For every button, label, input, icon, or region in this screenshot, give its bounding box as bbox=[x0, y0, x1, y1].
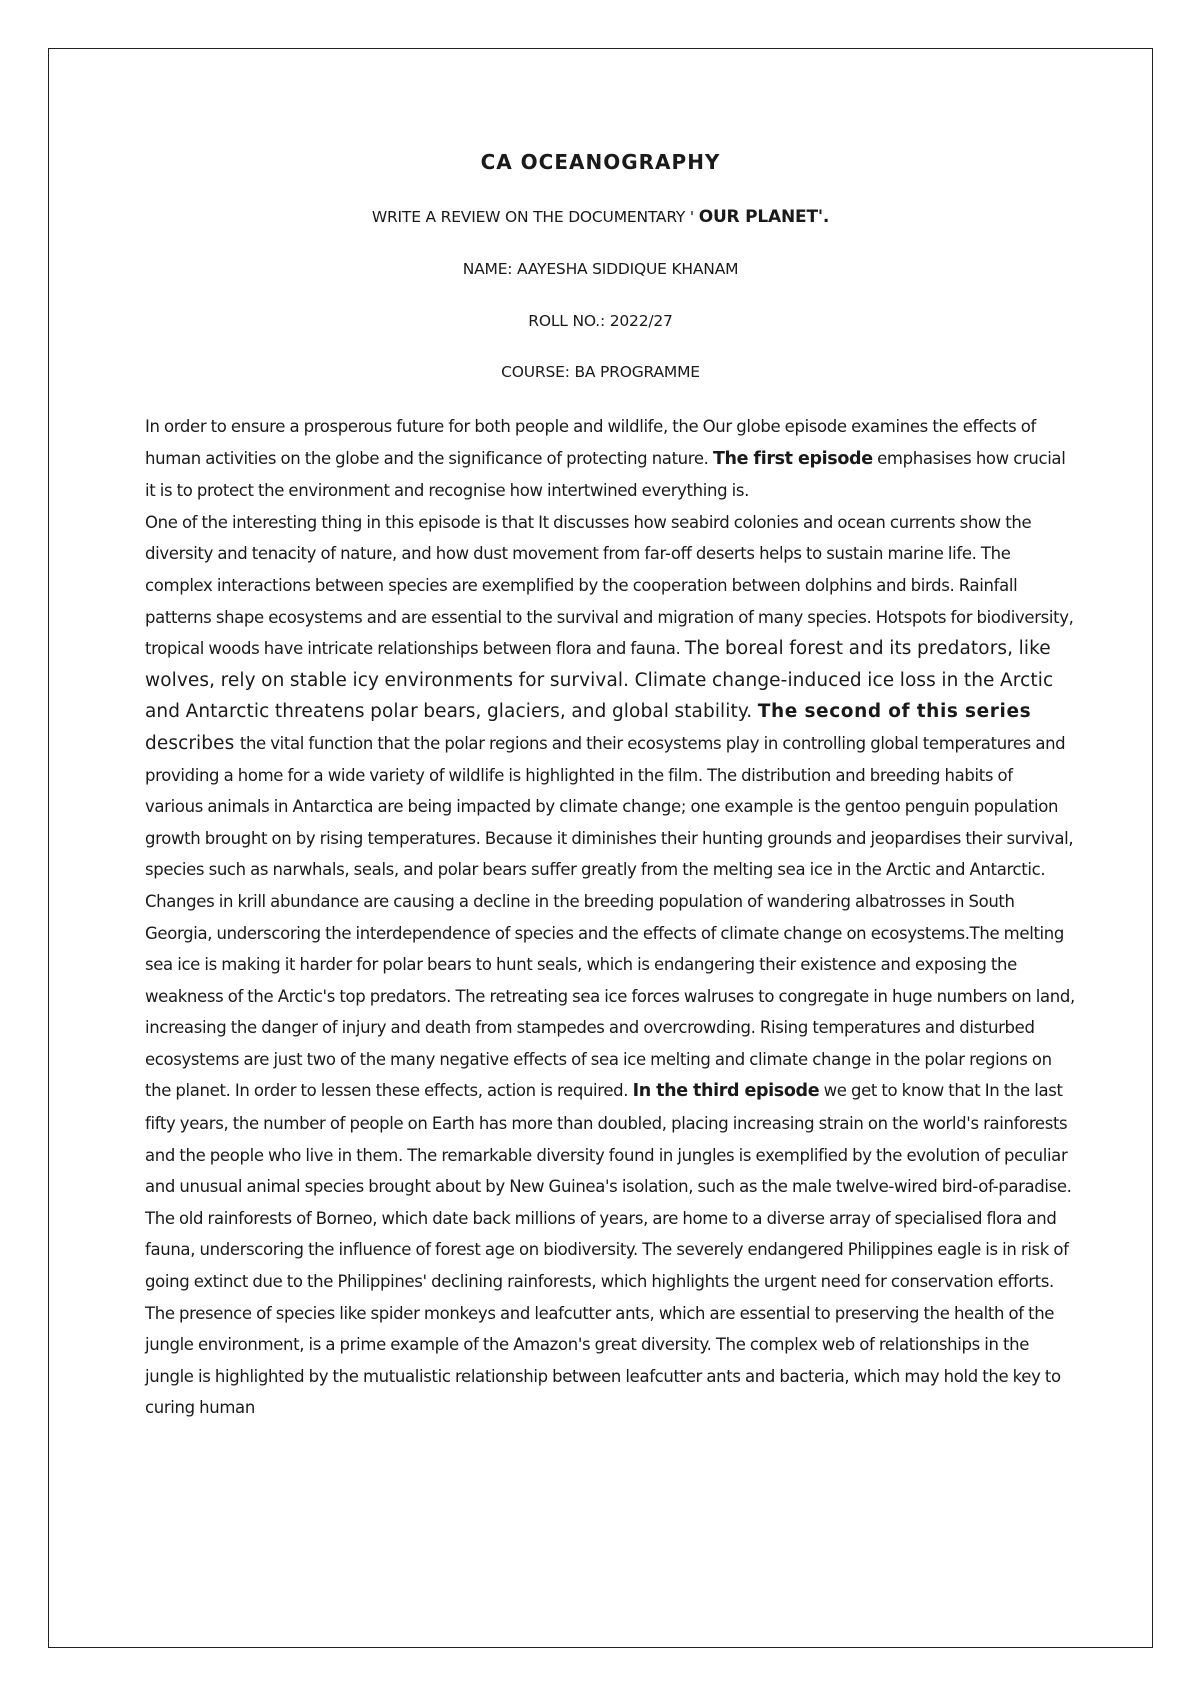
p2-emphasis-2: In the third episode bbox=[632, 1081, 820, 1102]
p2-alt-bold: The second of this series bbox=[757, 701, 1032, 723]
document-title: CA OCEANOGRAPHY bbox=[480, 150, 721, 174]
p1-text-b: emphasises how crucial it is to protect the environment and recognise how intertwined everything is. bbox=[145, 448, 1066, 501]
p2-text-a: One of the interesting thing in this episode is that It discusses how seabird colonies and ocean currents show the diversity and tenacity of nature, and how dust movement from far-off deserts helps to sustain marine life. The complex interactions between species are exemplified by the cooperation between dolphins and birds. Rainfall patterns shape ecosystems and are essential to the survival and migration of many species. Hotspots for biodiversity, tropical woods have intricate relationships between flora and fauna. bbox=[145, 512, 1074, 659]
paragraph-1 bbox=[145, 411, 1075, 507]
p1-emphasis: The first episode bbox=[712, 448, 873, 469]
student-name: NAME: AAYESHA SIDDIQUE KHANAM bbox=[462, 260, 739, 278]
p2-text-b: the vital function that the polar regions and their ecosystems play in controlling global temperatures and providing a home for a wide variety of wildlife is highlighted in the film. The distribution and breeding habits of various animals in Antarctica are being impacted by climate change; one example is the gentoo penguin population growth brought on by rising temperatures. Because it diminishes their hunting grounds and jeopardises their survival, species such as narwhals, seals, and polar bears suffer greatly from the melting sea ice in the Arctic and Antarctic. Changes in krill abundance are causing a decline in the breeding population of wandering albatrosses in South Georgia, underscoring the interdependence of species and the effects of climate change on ecosystems.The melting sea ice is making it harder for polar bears to hunt seals, which is endangering their existence and exposing the weakness of the Arctic's top predators. The retreating sea ice forces walruses to congregate in huge numbers on land, increasing the danger of injury and death from stampedes and overcrowding. Rising temperatures and disturbed ecosystems are just two of the many negative effects of sea ice melting and climate change in the polar regions on the planet. In order to lessen these effects, action is required. bbox=[145, 733, 1075, 1101]
p2-alt-tail: describes bbox=[145, 732, 240, 754]
p2-alt-text: The boreal forest and its predators, like wolves, rely on stable icy environments for survival. Climate change-induced ice loss in the Arctic and Antarctic threatens polar bears, glaciers, and global stability. bbox=[145, 638, 1054, 723]
assignment-line bbox=[48, 207, 1153, 227]
paragraph-2 bbox=[145, 507, 1075, 1424]
roll-number: ROLL NO.: 2022/27 bbox=[528, 312, 673, 330]
p2-text-c: we get to know that In the last fifty years, the number of people on Earth has more than doubled, placing increasing strain on the world's rainforests and the people who live in them. The remarkable diversity found in jungles is exemplified by the evolution of peculiar and unusual animal species brought about by New Guinea's isolation, such as the male twelve-wired bird-of-paradise. The old rainforests of Borneo, which date back millions of years, are home to a diverse array of specialised flora and fauna, underscoring the influence of forest age on biodiversity. The severely endangered Philippines eagle is in risk of going extinct due to the Philippines' declining rainforests, which highlights the urgent need for conservation efforts. The presence of species like spider monkeys and leafcutter ants, which are essential to preserving the health of the jungle environment, is a prime example of the Amazon's great diversity. The complex web of relationships in the jungle is highlighted by the mutualistic relationship between leafcutter ants and bacteria, which may hold the key to curing human bbox=[145, 1081, 1072, 1418]
review-body bbox=[145, 411, 1075, 1424]
p1-text-a: In order to ensure a prosperous future for both people and wildlife, the Our globe episode examines the effects of human activities on the globe and the significance of protecting nature. bbox=[145, 417, 1036, 468]
assignment-prefix: WRITE A REVIEW ON THE DOCUMENTARY ' bbox=[371, 208, 699, 226]
assignment-emphasis: OUR PLANET'. bbox=[698, 207, 830, 227]
course-name: COURSE: BA PROGRAMME bbox=[501, 363, 700, 381]
